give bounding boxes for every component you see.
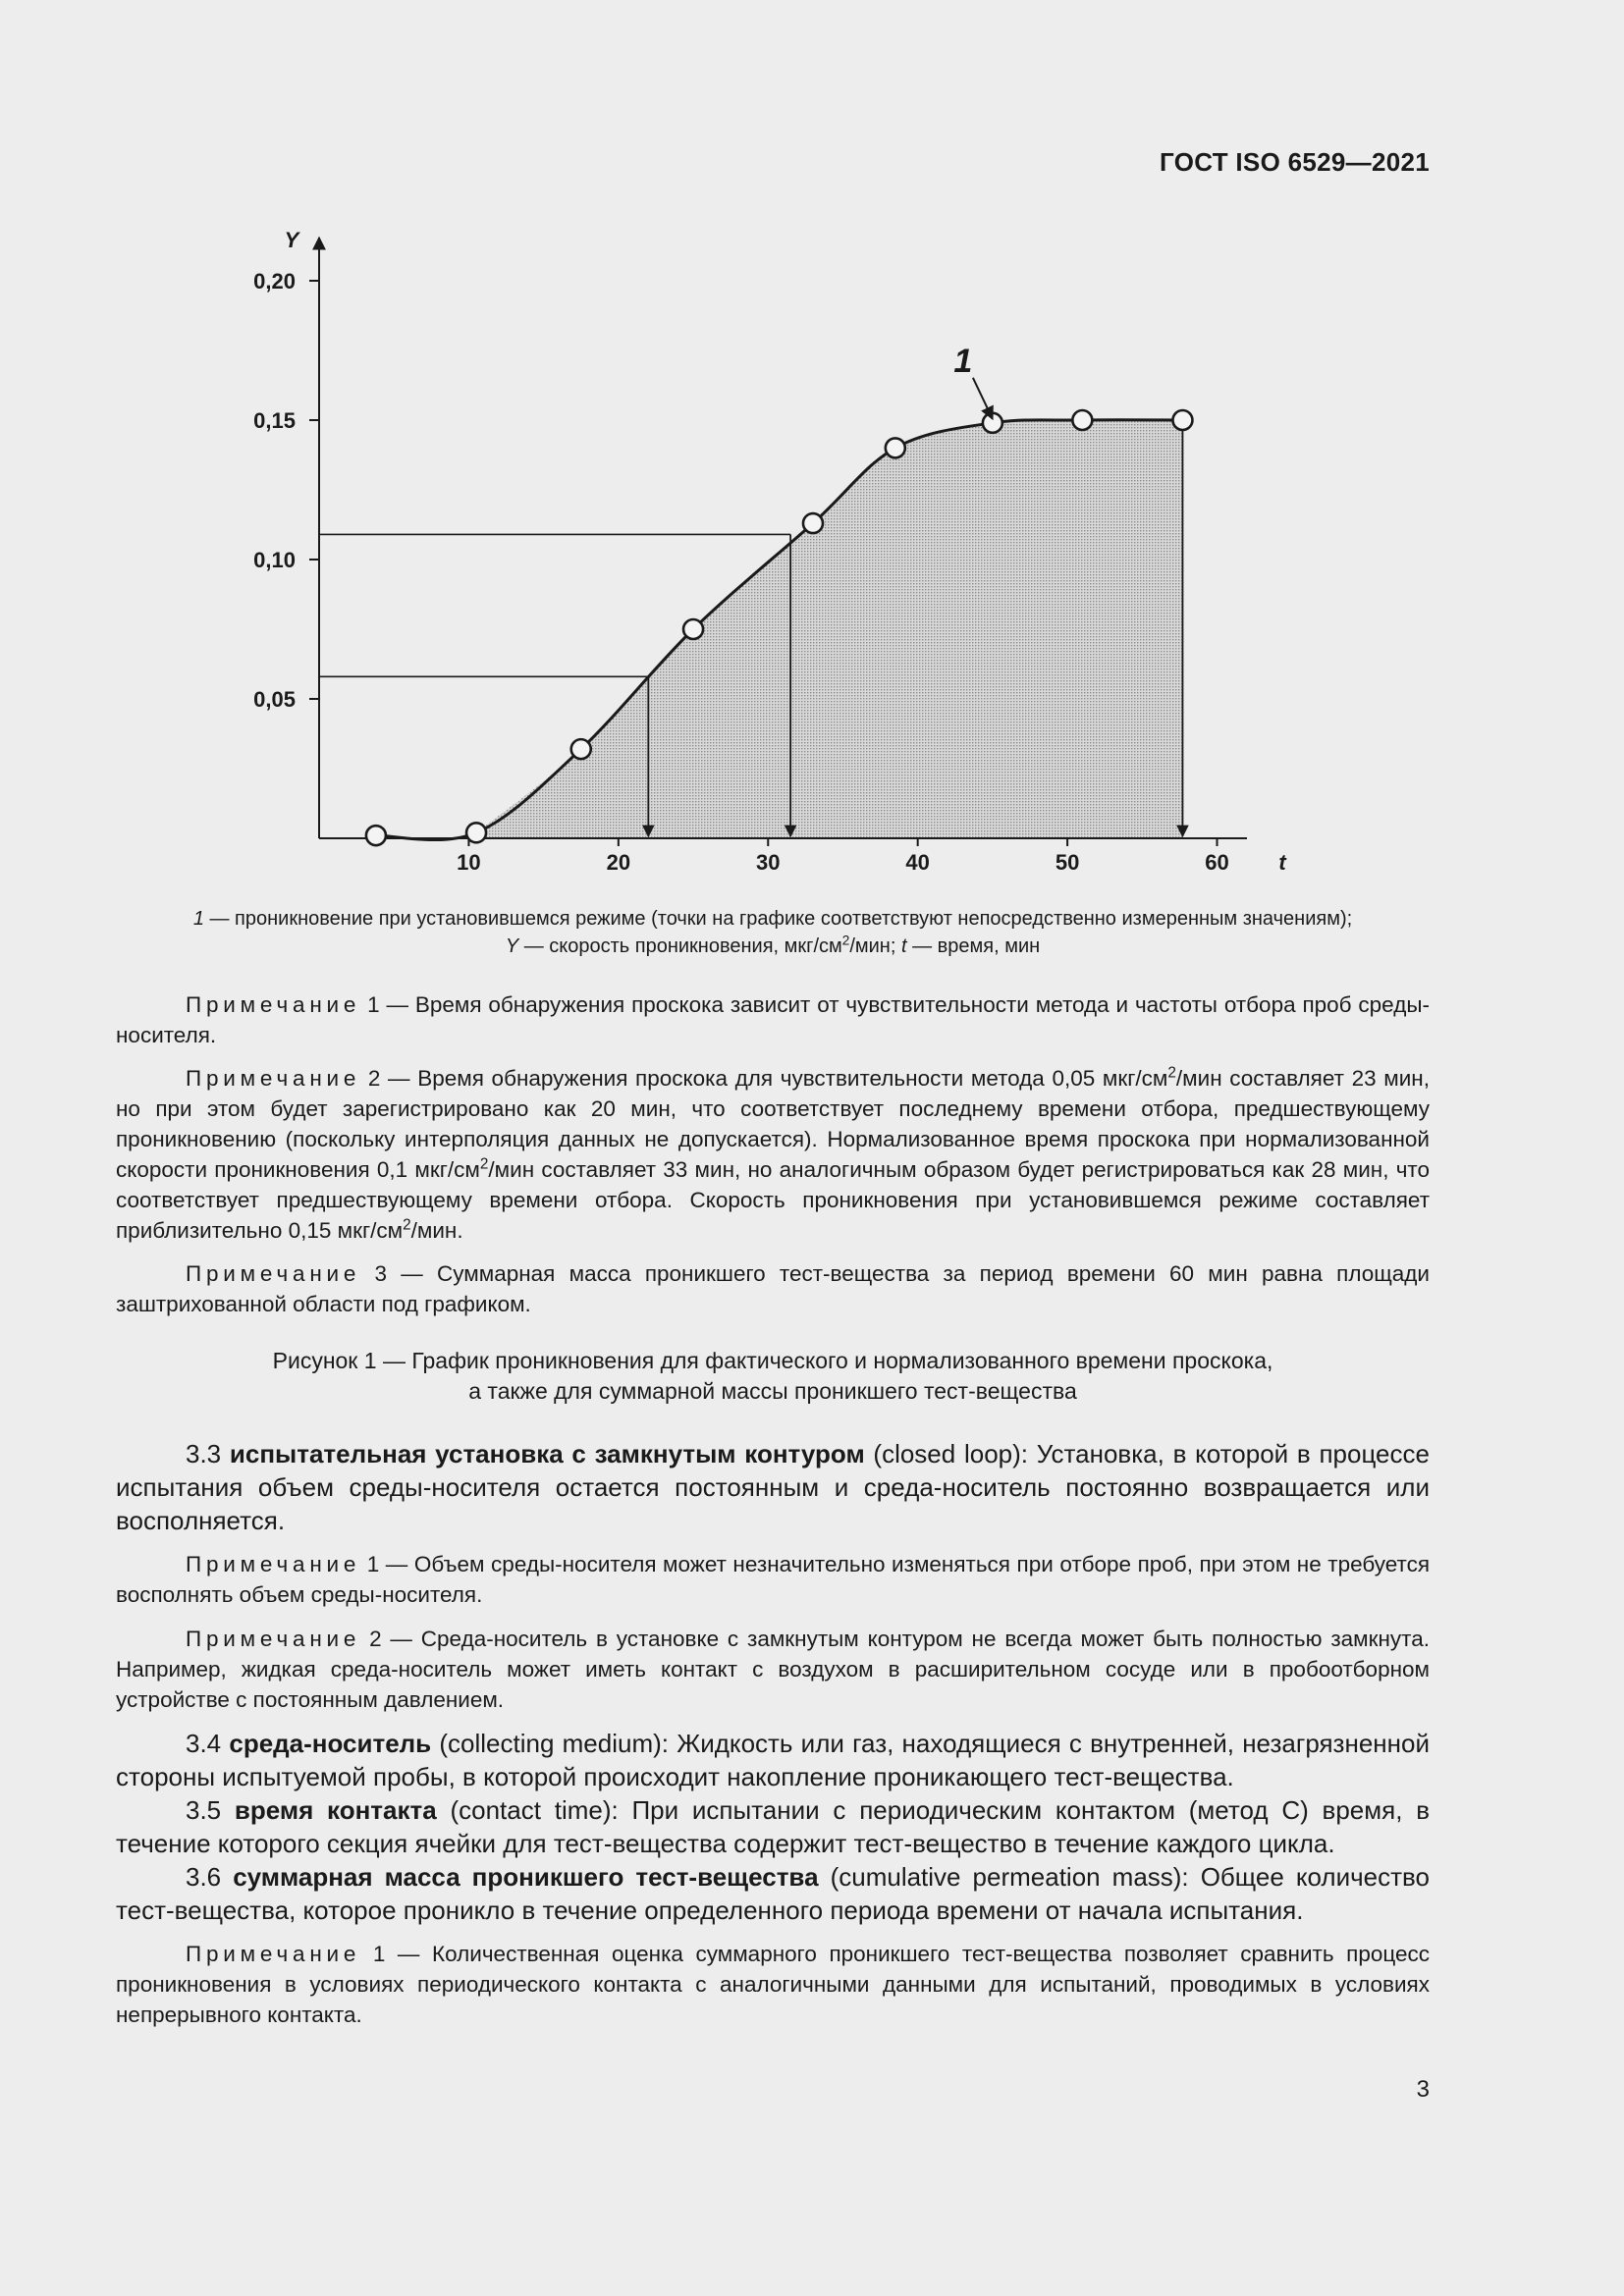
section-3-3-note-1: Примечание 1 — Объем среды-носителя может незначительно изменяться при отборе проб, при этом не требуется восполнять объем среды-носителя. — [116, 1552, 1430, 1607]
legend-line-2: Y — скорость проникновения, мкг/$см^2$/мин; t — время, мин — [505, 933, 1041, 957]
note-3: Примечание 3 — Суммарная масса проникшего тест-вещества за период времени 60 мин равна площади заштрихованной области под графиком. — [116, 1261, 1430, 1316]
standard-code: ГОСТ ISO 6529—2021 — [1160, 147, 1430, 177]
figure-notes — [116, 989, 1430, 1319]
x-axis-label: t — [1278, 850, 1286, 875]
permeation-chart — [0, 0, 1624, 913]
curve-label: 1 — [953, 342, 973, 380]
data-point — [983, 413, 1002, 433]
shaded-area — [476, 420, 1182, 838]
data-point — [366, 826, 386, 845]
figure-legend — [116, 905, 1430, 960]
page-number: 3 — [1416, 2076, 1430, 2103]
section-3-6-note-1: Примечание 1 — Количественная оценка суммарного проникшего тест-вещества позволяет сравнить процесс проникновения в условиях периодического контакта с аналогичными данными для испытаний, проводимых в условиях непрерывного контакта. — [116, 1942, 1430, 2027]
section-3-3-note-2: Примечание 2 — Среда-носитель в установке с замкнутым контуром не всегда может быть полностью замкнута. Например, жидкая среда-носитель может иметь контакт с воздухом в расширительном сосуде или в пробоотборном устройстве с постоянным давлением. — [116, 1627, 1430, 1712]
curve-label-pointer — [973, 378, 993, 419]
data-point — [571, 739, 591, 759]
y-tick-label: 0,10 — [253, 548, 296, 572]
x-tick-label: 10 — [457, 850, 481, 875]
section-3-5: 3.5 время контакта (contact time): При испытании с периодическим контактом (метод С) время, в течение которого секция ячейки для тест-вещества содержит тест-вещество в течение каждого цикла. — [116, 1795, 1431, 1858]
y-tick-label: 0,20 — [253, 269, 296, 294]
note-1: Примечание 1 — Время обнаружения проскока зависит от чувствительности метода и частоты отбора проб среды-носителя. — [116, 992, 1430, 1047]
data-point — [683, 619, 703, 639]
x-tick-label: 30 — [756, 850, 781, 875]
y-tick-label: 0,05 — [253, 687, 296, 712]
data-point — [1172, 410, 1192, 430]
data-point — [1072, 410, 1092, 430]
figure-title: Рисунок 1 — График проникновения для фактического и нормализованного времени проскока, а также для суммарной массы проникшего тест-вещества — [272, 1348, 1273, 1404]
x-tick-label: 40 — [905, 850, 930, 875]
y-tick-label: 0,15 — [253, 408, 296, 433]
x-tick-label: 60 — [1205, 850, 1229, 875]
section-3-3: 3.3 испытательная установка с замкнутым контуром (closed loop): Установка, в которой в процессе испытания объем среды-носителя остается постоянным и среда-носитель постоянно возвращается или восполняется. — [116, 1439, 1430, 1535]
legend-line-1: 1 — проникновение при установившемся режиме (точки на графике соответствуют непосредственно измеренным значениям); — [192, 908, 1353, 930]
section-3-4: 3.4 среда-носитель (collecting medium): Жидкость или газ, находящиеся с внутренней, незагрязненной стороны испытуемой пробы, в которой происходит накопление проникающего тест-вещества. — [116, 1729, 1430, 1791]
data-point — [886, 438, 905, 457]
section-3-6: 3.6 суммарная масса проникшего тест-вещества (cumulative permeation mass): Общее количество тест-вещества, которое проникло в течение определенного периода времени от начала испытания. — [116, 1862, 1431, 1925]
x-tick-label: 20 — [606, 850, 631, 875]
note-2: Примечание 2 — Время обнаружения проскока для чувствительности метода 0,05 мкг/$см^2$/мин составляет 23 мин, но при этом будет зарегистрировано как 20 мин, что соответствует последнему времени отбора, предшествующему проникновению (поскольку интерполяция данных не допускается). Нормализованное время проскока при нормализованной скорости проникновения 0,1 мкг/$см^2$/мин составляет 33 мин, но аналогичным образом будет регистрироваться как 28 мин, что соответствует предшествующему времени отбора. Скорость проникновения при установившемся режиме составляет приблизительно 0,15 мкг/$см^2$/мин. — [116, 1064, 1430, 1243]
x-tick-label: 50 — [1055, 850, 1080, 875]
definitions — [116, 1437, 1430, 2030]
data-point — [466, 823, 486, 842]
y-axis-label: Y — [284, 228, 299, 252]
data-point — [803, 513, 823, 533]
